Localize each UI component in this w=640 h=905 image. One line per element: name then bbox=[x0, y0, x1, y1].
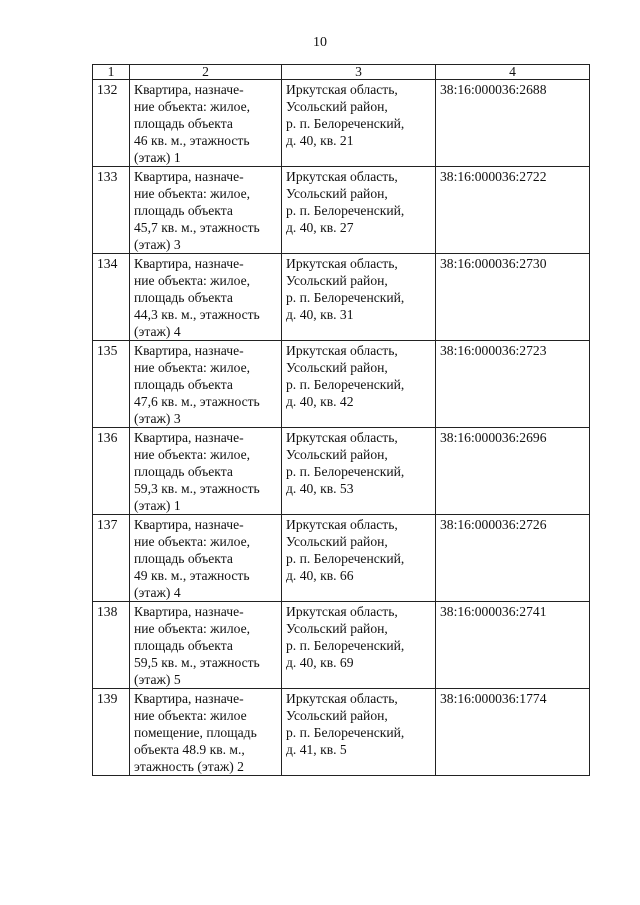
address-line: Усольский район, bbox=[286, 534, 388, 549]
address-line: р. п. Белореченский, bbox=[286, 203, 405, 218]
address-cell bbox=[282, 80, 436, 167]
address-line: р. п. Белореченский, bbox=[286, 725, 405, 740]
object-description-line: ние объекта: жилое, bbox=[134, 621, 251, 636]
object-description-line: площадь объекта bbox=[134, 290, 233, 305]
object-description-line: Квартира, назначе- bbox=[134, 169, 244, 184]
row-number-cell: 136 bbox=[93, 428, 130, 515]
object-description-line: (этаж) 4 bbox=[134, 324, 181, 339]
address-line: д. 40, кв. 66 bbox=[286, 568, 354, 583]
address-line: д. 40, кв. 69 bbox=[286, 655, 354, 670]
table-body bbox=[93, 65, 590, 776]
object-description-line: объекта 48.9 кв. м., bbox=[134, 742, 245, 757]
table-row bbox=[93, 80, 590, 167]
object-description-line: 59,5 кв. м., этажность bbox=[134, 655, 260, 670]
address-line: р. п. Белореченский, bbox=[286, 290, 405, 305]
column-header-object: 2 bbox=[130, 65, 282, 80]
object-description-cell bbox=[130, 254, 282, 341]
table-row bbox=[93, 254, 590, 341]
cadastral-number-cell: 38:16:000036:2726 bbox=[436, 515, 590, 602]
cadastral-number-cell: 38:16:000036:2696 bbox=[436, 428, 590, 515]
address-line: Иркутская область, bbox=[286, 430, 398, 445]
property-registry-table bbox=[92, 64, 590, 776]
row-number-cell: 137 bbox=[93, 515, 130, 602]
table-header-row bbox=[93, 65, 590, 80]
cadastral-number-cell: 38:16:000036:2723 bbox=[436, 341, 590, 428]
object-description-line: (этаж) 3 bbox=[134, 411, 181, 426]
address-line: д. 40, кв. 31 bbox=[286, 307, 354, 322]
address-line: Иркутская область, bbox=[286, 343, 398, 358]
cadastral-number-cell: 38:16:000036:2741 bbox=[436, 602, 590, 689]
object-description-line: ние объекта: жилое, bbox=[134, 534, 251, 549]
address-cell bbox=[282, 602, 436, 689]
object-description-line: этажность (этаж) 2 bbox=[134, 759, 244, 774]
table-row bbox=[93, 341, 590, 428]
address-line: Иркутская область, bbox=[286, 82, 398, 97]
object-description-cell bbox=[130, 80, 282, 167]
cadastral-number-cell: 38:16:000036:2688 bbox=[436, 80, 590, 167]
address-line: р. п. Белореченский, bbox=[286, 116, 405, 131]
object-description-line: ние объекта: жилое, bbox=[134, 273, 251, 288]
object-description-line: 46 кв. м., этажность bbox=[134, 133, 250, 148]
address-line: д. 40, кв. 21 bbox=[286, 133, 354, 148]
object-description-line: 59,3 кв. м., этажность bbox=[134, 481, 260, 496]
object-description-line: 44,3 кв. м., этажность bbox=[134, 307, 260, 322]
address-line: д. 40, кв. 27 bbox=[286, 220, 354, 235]
address-line: р. п. Белореченский, bbox=[286, 638, 405, 653]
table-row bbox=[93, 428, 590, 515]
page-number: 10 bbox=[313, 35, 327, 50]
address-line: Усольский район, bbox=[286, 447, 388, 462]
address-line: Усольский район, bbox=[286, 621, 388, 636]
cadastral-number-cell: 38:16:000036:2730 bbox=[436, 254, 590, 341]
object-description-line: Квартира, назначе- bbox=[134, 604, 244, 619]
object-description-line: 49 кв. м., этажность bbox=[134, 568, 250, 583]
object-description-line: Квартира, назначе- bbox=[134, 343, 244, 358]
object-description-line: ние объекта: жилое, bbox=[134, 447, 251, 462]
row-number-cell: 133 bbox=[93, 167, 130, 254]
column-header-number: 1 bbox=[93, 65, 130, 80]
object-description-line: площадь объекта bbox=[134, 551, 233, 566]
address-cell bbox=[282, 689, 436, 776]
address-line: Иркутская область, bbox=[286, 517, 398, 532]
object-description-line: площадь объекта bbox=[134, 203, 233, 218]
row-number-cell: 135 bbox=[93, 341, 130, 428]
object-description-line: Квартира, назначе- bbox=[134, 517, 244, 532]
object-description-line: площадь объекта bbox=[134, 377, 233, 392]
object-description-line: ние объекта: жилое bbox=[134, 708, 247, 723]
address-line: д. 40, кв. 53 bbox=[286, 481, 354, 496]
object-description-line: ние объекта: жилое, bbox=[134, 360, 251, 375]
table-row bbox=[93, 167, 590, 254]
address-line: р. п. Белореченский, bbox=[286, 464, 405, 479]
address-cell bbox=[282, 428, 436, 515]
object-description-line: ние объекта: жилое, bbox=[134, 186, 251, 201]
object-description-line: площадь объекта bbox=[134, 638, 233, 653]
address-line: д. 40, кв. 42 bbox=[286, 394, 354, 409]
address-line: Усольский район, bbox=[286, 273, 388, 288]
object-description-line: Квартира, назначе- bbox=[134, 691, 244, 706]
object-description-cell bbox=[130, 515, 282, 602]
object-description-line: (этаж) 3 bbox=[134, 237, 181, 252]
address-line: р. п. Белореченский, bbox=[286, 551, 405, 566]
address-line: Иркутская область, bbox=[286, 169, 398, 184]
object-description-line: Квартира, назначе- bbox=[134, 256, 244, 271]
object-description-line: (этаж) 5 bbox=[134, 672, 181, 687]
object-description-line: площадь объекта bbox=[134, 464, 233, 479]
row-number-cell: 138 bbox=[93, 602, 130, 689]
table-row bbox=[93, 689, 590, 776]
object-description-cell bbox=[130, 689, 282, 776]
object-description-cell bbox=[130, 602, 282, 689]
address-line: Усольский район, bbox=[286, 708, 388, 723]
row-number-cell: 139 bbox=[93, 689, 130, 776]
table-row bbox=[93, 602, 590, 689]
object-description-cell bbox=[130, 167, 282, 254]
object-description-line: 47,6 кв. м., этажность bbox=[134, 394, 260, 409]
cadastral-number-cell: 38:16:000036:1774 bbox=[436, 689, 590, 776]
address-line: Иркутская область, bbox=[286, 691, 398, 706]
object-description-line: (этаж) 1 bbox=[134, 498, 181, 513]
object-description-line: помещение, площадь bbox=[134, 725, 257, 740]
address-line: р. п. Белореченский, bbox=[286, 377, 405, 392]
object-description-line: Квартира, назначе- bbox=[134, 82, 244, 97]
object-description-line: Квартира, назначе- bbox=[134, 430, 244, 445]
address-cell bbox=[282, 341, 436, 428]
address-line: Усольский район, bbox=[286, 186, 388, 201]
object-description-line: (этаж) 1 bbox=[134, 150, 181, 165]
address-cell bbox=[282, 254, 436, 341]
column-header-cadastral: 4 bbox=[436, 65, 590, 80]
cadastral-number-cell: 38:16:000036:2722 bbox=[436, 167, 590, 254]
object-description-line: 45,7 кв. м., этажность bbox=[134, 220, 260, 235]
address-line: Усольский район, bbox=[286, 99, 388, 114]
address-cell bbox=[282, 167, 436, 254]
object-description-cell bbox=[130, 341, 282, 428]
object-description-line: ние объекта: жилое, bbox=[134, 99, 251, 114]
address-line: Иркутская область, bbox=[286, 604, 398, 619]
address-line: Усольский район, bbox=[286, 360, 388, 375]
address-line: Иркутская область, bbox=[286, 256, 398, 271]
address-cell bbox=[282, 515, 436, 602]
object-description-cell bbox=[130, 428, 282, 515]
column-header-address: 3 bbox=[282, 65, 436, 80]
address-line: д. 41, кв. 5 bbox=[286, 742, 347, 757]
table-row bbox=[93, 515, 590, 602]
row-number-cell: 132 bbox=[93, 80, 130, 167]
object-description-line: (этаж) 4 bbox=[134, 585, 181, 600]
row-number-cell: 134 bbox=[93, 254, 130, 341]
object-description-line: площадь объекта bbox=[134, 116, 233, 131]
